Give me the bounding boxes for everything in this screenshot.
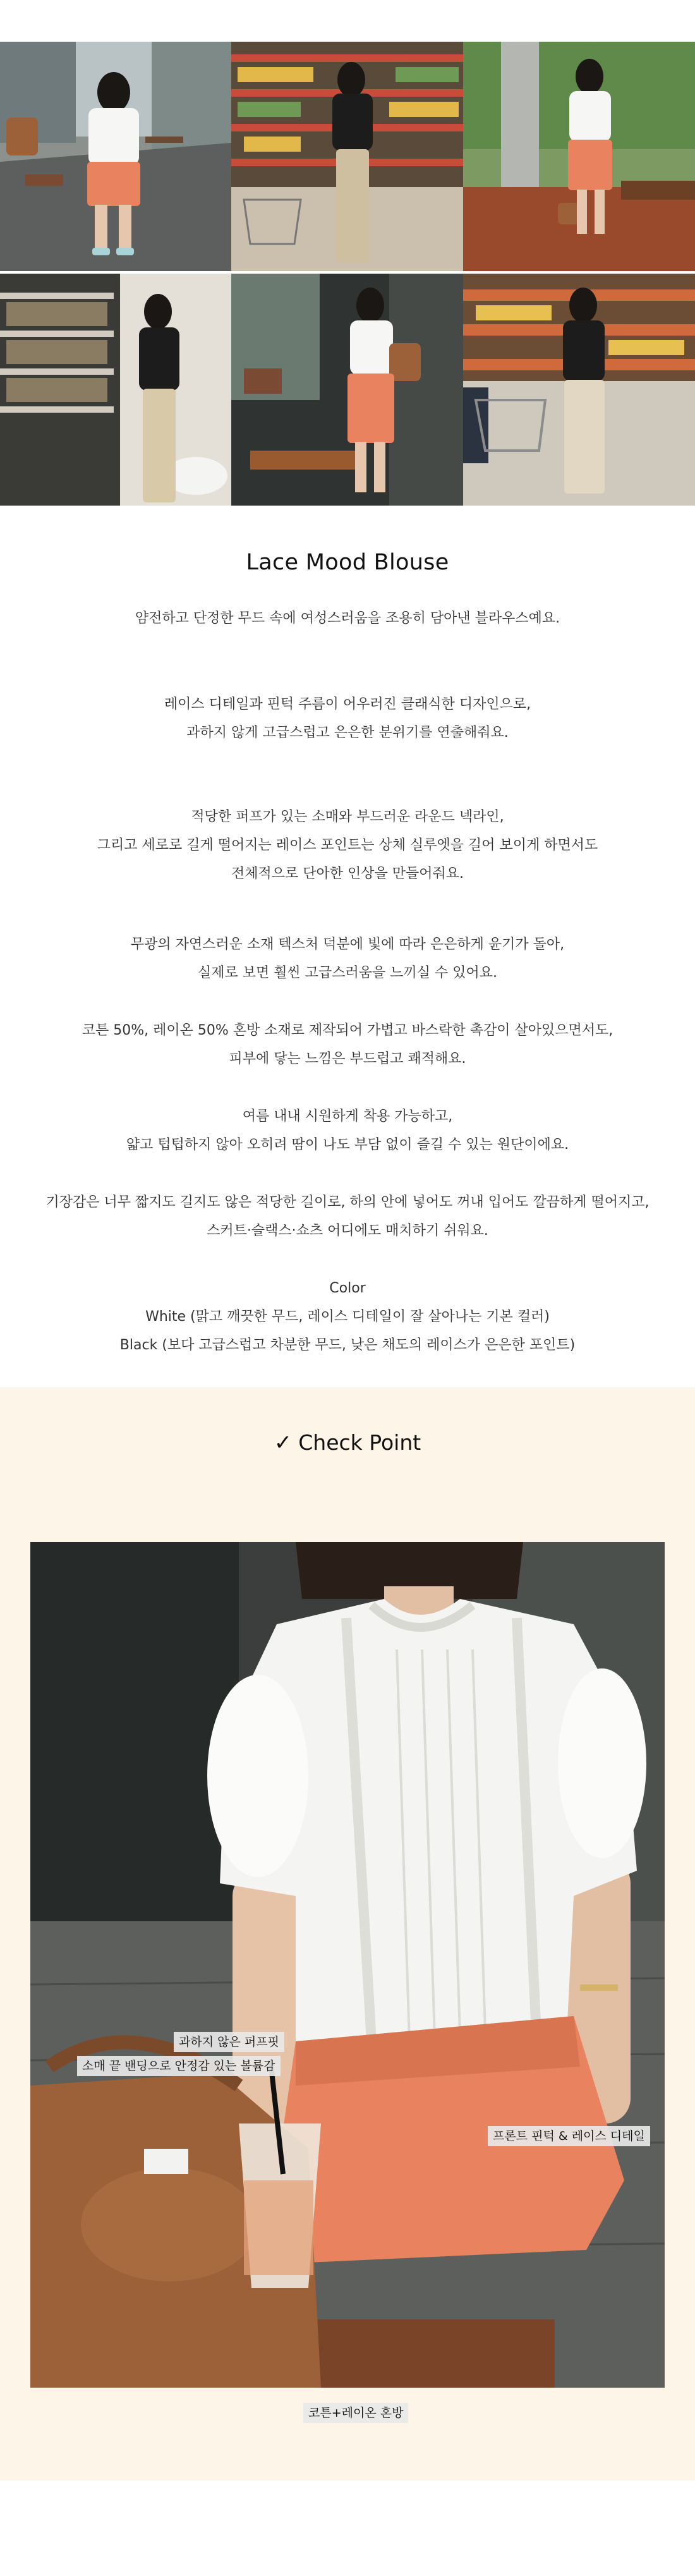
check-point-title [0, 1430, 695, 1455]
color-white: White (맑고 깨끗한 무드, 레이스 디테일이 잘 살아나는 기본 컬러) [145, 1309, 550, 1325]
photo-grid [0, 42, 695, 506]
color-black: Black (보다 고급스럽고 차분한 무드, 낮은 채도의 레이스가 은은한 포인트) [119, 1337, 576, 1353]
description-line: 여름 내내 시원하게 착용 가능하고, [242, 1109, 453, 1124]
photo-white-blouse-plaza [0, 42, 231, 271]
description-paragraph [38, 930, 657, 987]
label-puff-fit: 과하지 않은 퍼프핏 [174, 2032, 284, 2052]
label-fabric-blend: 코튼+레이온 혼방 [303, 2403, 408, 2423]
detail-photo [30, 1542, 665, 2420]
description-line: 무광의 자연스러운 소재 텍스처 덕분에 빛에 따라 은은하게 윤기가 돌아, [130, 937, 565, 952]
product-title: Lace Mood Blouse [246, 550, 449, 575]
description-line: 전체적으로 단아한 인상을 만들어줘요. [231, 866, 464, 882]
description-line: 기장감은 너무 짧지도 길지도 않은 적당한 길이로, 하의 안에 넣어도 꺼내 입어도 깔끔하게 떨어지고, [45, 1194, 650, 1210]
photo-black-blouse-aisle [0, 274, 231, 506]
label-front-pintuck-lace: 프론트 핀턱 & 레이스 디테일 [488, 2126, 650, 2146]
description-paragraph [38, 604, 657, 633]
color-heading: Color [329, 1280, 366, 1296]
color-options [38, 1274, 657, 1359]
description-line: 코튼 50%, 레이온 50% 혼방 소재로 제작되어 가볍고 바스락한 촉감이 살아있으면서도, [82, 1023, 613, 1038]
description-line: 피부에 닿는 느낌은 부드럽고 쾌적해요. [229, 1051, 466, 1067]
check-point-section [0, 1387, 695, 2481]
description-line: 실제로 보면 훨씬 고급스러움을 느끼실 수 있어요. [198, 965, 497, 981]
product-description [0, 506, 695, 1390]
label-sleeve-banding: 소매 끝 밴딩으로 안정감 있는 볼륨감 [77, 2056, 281, 2076]
photo-white-blouse-garden [463, 42, 695, 271]
description-line: 과하지 않게 고급스럽고 은은한 분위기를 연출해줘요. [186, 725, 509, 741]
photo-black-blouse-store [231, 42, 463, 271]
photo-black-blouse-cart [463, 274, 695, 506]
description-line: 적당한 퍼프가 있는 소매와 부드러운 라운드 넥라인, [191, 809, 504, 825]
photo-white-blouse-bench [231, 274, 463, 506]
description-paragraph [38, 1102, 657, 1159]
description-paragraph [38, 690, 657, 747]
check-point-title-text: Check Point [298, 1430, 421, 1455]
description-line: 그리고 세로로 길게 떨어지는 레이스 포인트는 상체 실루엣을 길어 보이게 하면서도 [97, 837, 598, 853]
description-line: 스커트·슬랙스·쇼츠 어디에도 매치하기 쉬워요. [207, 1223, 488, 1239]
description-paragraph [38, 1188, 657, 1245]
description-line: 얇고 텁텁하지 않아 오히려 땀이 나도 부담 없이 즐길 수 있는 원단이에요. [126, 1137, 569, 1153]
description-paragraph [38, 1016, 657, 1073]
description-line: 얌전하고 단정한 무드 속에 여성스러움을 조용히 담아낸 블라우스예요. [135, 611, 560, 626]
description-paragraph [38, 803, 657, 888]
description-line: 레이스 디테일과 핀턱 주름이 어우러진 클래식한 디자인으로, [164, 696, 531, 712]
check-icon: ✓ [274, 1430, 293, 1455]
